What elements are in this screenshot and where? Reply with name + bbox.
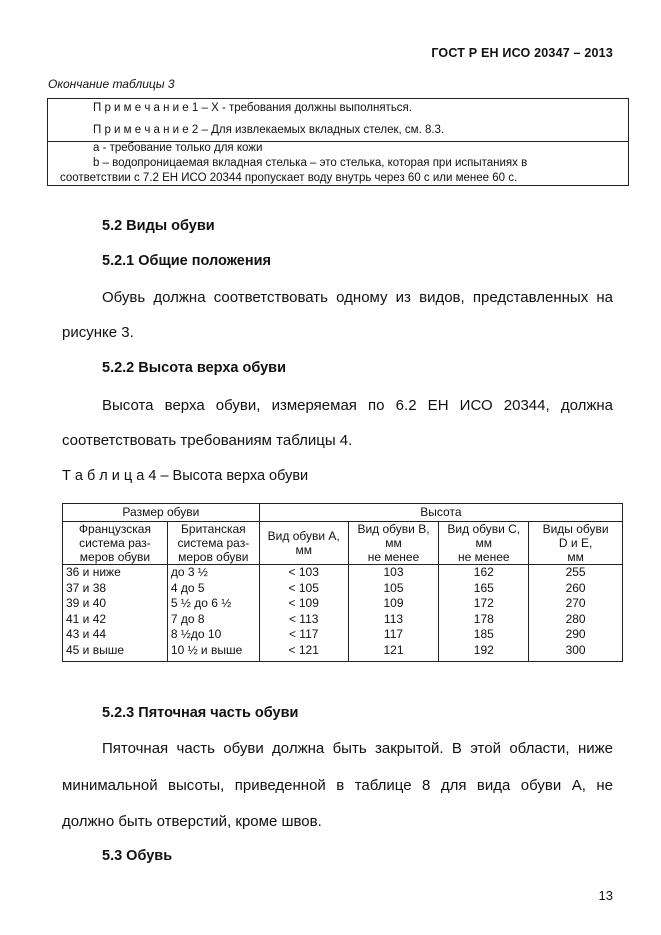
header-type-c-line: мм	[475, 536, 493, 550]
cell-type-c: 185	[439, 627, 529, 643]
header-british-sizes	[167, 522, 259, 565]
cell-type-de: 260	[529, 581, 623, 597]
cell-type-c: 162	[439, 565, 529, 581]
cell-french: 45 и выше	[63, 643, 168, 662]
section-5-2-2-text-line2: соответствовать требованиям таблицы 4.	[62, 432, 353, 449]
cell-type-b: 121	[348, 643, 439, 662]
cell-type-b: 109	[348, 596, 439, 612]
cell-british: 4 до 5	[167, 581, 259, 597]
cell-type-de: 270	[529, 596, 623, 612]
cell-type-c: 165	[439, 581, 529, 597]
header-type-c-line: Вид обуви С,	[447, 522, 521, 536]
cell-type-c: 178	[439, 612, 529, 628]
section-5-2-1-title: 5.2.1 Общие положения	[102, 253, 271, 269]
cell-type-c: 192	[439, 643, 529, 662]
cell-french: 43 и 44	[63, 627, 168, 643]
cell-type-a: < 121	[259, 643, 348, 662]
header-type-a	[259, 522, 348, 565]
cell-british: 7 до 8	[167, 612, 259, 628]
cell-type-a: < 103	[259, 565, 348, 581]
cell-type-b: 117	[348, 627, 439, 643]
cell-type-a: < 105	[259, 581, 348, 597]
cell-type-a: < 113	[259, 612, 348, 628]
cell-type-a: < 109	[259, 596, 348, 612]
cell-british: 8 ½до 10	[167, 627, 259, 643]
header-type-c	[439, 522, 529, 565]
header-type-b-line: не менее	[367, 550, 420, 564]
table3-notes-box	[47, 98, 629, 186]
table4-shoe-height	[62, 503, 623, 662]
document-header: ГОСТ Р ЕН ИСО 20347 – 2013	[431, 46, 613, 60]
section-5-2-1-text-line2: рисунке 3.	[62, 324, 134, 341]
section-5-2-1-text-line1: Обувь должна соответствовать одному из видов, представленных на	[102, 289, 613, 306]
section-5-2-3-text-line3: должно быть отверстий, кроме швов.	[62, 813, 322, 830]
header-type-a-line: мм	[295, 543, 312, 557]
header-british-line: Британская	[181, 522, 246, 536]
cell-type-b: 113	[348, 612, 439, 628]
section-5-2-3-text-line2: минимальной высоты, приведенной в таблице 8 для вида обуви А, не	[62, 777, 613, 794]
table-row	[63, 627, 623, 643]
table-row	[63, 581, 623, 597]
section-5-2-2-title: 5.2.2 Высота верха обуви	[102, 360, 287, 376]
table-row	[63, 565, 623, 581]
cell-french: 37 и 38	[63, 581, 168, 597]
header-french-sizes	[63, 522, 168, 565]
cell-french: 41 и 42	[63, 612, 168, 628]
cell-british: 10 ½ и выше	[167, 643, 259, 662]
header-type-de	[529, 522, 623, 565]
section-5-2-2-text-line1: Высота верха обуви, измеряемая по 6.2 ЕН ИСО 20344, должна	[102, 397, 613, 414]
header-british-line: меров обуви	[178, 550, 249, 564]
header-type-de-line: Виды обуви	[542, 522, 609, 536]
header-height-group: Высота	[259, 504, 622, 522]
table4-caption: Т а б л и ц а 4 – Высота верха обуви	[62, 468, 309, 484]
header-type-de-line: мм	[567, 550, 584, 564]
cell-type-c: 172	[439, 596, 529, 612]
cell-type-de: 290	[529, 627, 623, 643]
header-type-de-line: D и E,	[558, 536, 593, 550]
header-type-b	[348, 522, 439, 565]
cell-french: 39 и 40	[63, 596, 168, 612]
header-french-line: Французская	[78, 522, 151, 536]
cell-type-b: 105	[348, 581, 439, 597]
cell-type-de: 280	[529, 612, 623, 628]
cell-type-de: 300	[529, 643, 623, 662]
header-british-line: система раз-	[177, 536, 250, 550]
section-5-2-title: 5.2 Виды обуви	[102, 218, 215, 234]
section-5-3-title: 5.3 Обувь	[102, 848, 173, 864]
section-5-2-3-title: 5.2.3 Пяточная часть обуви	[102, 705, 299, 721]
header-french-line: система раз-	[79, 536, 151, 550]
header-size-group: Размер обуви	[63, 504, 260, 522]
header-type-c-line: не менее	[458, 550, 510, 564]
header-type-a-line: Вид обуви А,	[267, 529, 340, 543]
table3-end-caption: Окончание таблицы 3	[48, 77, 175, 91]
header-type-b-line: Вид обуви В,	[357, 522, 430, 536]
cell-type-de: 255	[529, 565, 623, 581]
section-5-2-3-text-line1: Пяточная часть обуви должна быть закрытой. В этой области, ниже	[102, 740, 613, 757]
page-number: 13	[598, 888, 613, 903]
footnote-b-line1: b – водопроницаемая вкладная стелька – это стелька, которая при испытаниях в	[93, 157, 528, 169]
footnote-b-line2: соответствии с 7.2 ЕН ИСО 20344 пропускает воду внутрь через 60 с или менее 60 с.	[60, 172, 518, 184]
cell-british: 5 ½ до 6 ½	[167, 596, 259, 612]
table-row	[63, 612, 623, 628]
cell-type-a: < 117	[259, 627, 348, 643]
table4-column-header-row	[63, 522, 623, 565]
header-french-line: меров обуви	[79, 550, 151, 564]
table-row	[63, 596, 623, 612]
cell-french: 36 и ниже	[63, 565, 168, 581]
footnote-a: а - требование только для кожи	[93, 142, 263, 154]
cell-british: до 3 ½	[167, 565, 259, 581]
cell-type-b: 103	[348, 565, 439, 581]
note-1: П р и м е ч а н и е 1 – Х - требования должны выполняться.	[93, 102, 412, 114]
table-row	[63, 643, 623, 662]
header-type-b-line: мм	[385, 536, 402, 550]
table4-group-header-row	[63, 504, 623, 522]
note-2: П р и м е ч а н и е 2 – Для извлекаемых вкладных стелек, см. 8.3.	[93, 124, 445, 136]
